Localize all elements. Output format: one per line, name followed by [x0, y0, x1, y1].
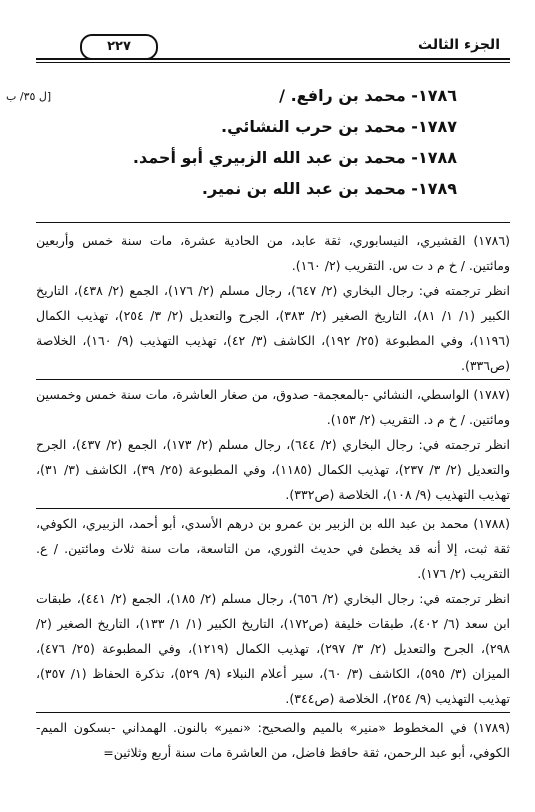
footnote-1787-refs: انظر ترجمته في: رجال البخاري (٢/ ٦٤٤)، رجال مسلم (٢/ ١٧٣)، الجمع (٢/ ٤٣٧)، الجرح والتعديل (٢/ ٣/ ٢٣٧)، تهذيب الكمال (١١٨٥)، وفي المطبوعة (٢٥/ ٣٩)، الكاشف (٣/ ٣١)، تهذيب التهذيب (٩/ ١٠٨)، الخلاصة (ص٣٣٢). — [36, 437, 511, 502]
manuscript-folio-note: [ل ٣٥/ ب — [6, 90, 52, 103]
footnote-separator — [36, 712, 510, 713]
page-header — [36, 34, 510, 60]
entry-1788: ١٧٨٨- محمد بن عبد الله الزبيري أبو أحمد. — [132, 148, 457, 167]
entry-1789: ١٧٨٩- محمد بن عبد الله بن نمير. — [201, 179, 457, 198]
volume-title: الجزء الثالث — [418, 37, 500, 53]
footnote-1787-bio: (١٧٨٧) الواسطي، النشائي -بالمعجمة- صدوق، من صغار العاشرة، مات سنة خمس وخمسين ومائتين. / خ م د. التقريب (٢/ ١٥٣). — [36, 387, 510, 427]
footnote-separator — [36, 508, 510, 509]
footnote-1789-bio: (١٧٨٩) في المخطوط «منير» بالميم والصحيح: «نمير» بالنون. الهمداني -بسكون الميم- الكوفي، أبو عبد الرحمن، ثقة حافظ فاضل، من العاشرة مات سنة أربع وثلاثين= — [36, 720, 510, 760]
footnote-divider — [36, 222, 510, 223]
header-rule — [36, 58, 510, 60]
footnote-1786-refs: انظر ترجمته في: رجال البخاري (٢/ ٦٤٧)، رجال مسلم (٢/ ١٧٦)، الجمع (٢/ ٤٣٨)، التاريخ الكبير (١/ ١/ ٨١)، التاريخ الصغير (٢/ ٣٨٣)، الجرح والتعديل (٢/ ٣/ ٢٥٤)، تهذيب الكمال (١١٩٦)، وفي المطبوعة (٢٥/ ١٩٢)، الكاشف (٣/ ٤٢)، تهذيب التهذيب (٩/ ١٦٠)، الخلاصة (ص٣٣٦). — [36, 283, 511, 373]
entry-1787: ١٧٨٧- محمد بن حرب النشائي. — [221, 117, 457, 136]
page-number: ٢٢٧ — [80, 34, 158, 60]
entry-1786: ١٧٨٦- محمد بن رافع. / — [279, 86, 457, 105]
header-rule-thin — [36, 62, 510, 63]
footnote-separator — [36, 379, 510, 380]
footnote-1786-bio: (١٧٨٦) القشيري، النيسابوري، ثقة عابد، من الحادية عشرة، مات سنة خمس وأربعين ومائتين. / خ م د ت س. التقريب (٢/ ١٦٠). — [36, 233, 510, 273]
footnote-1788-bio: (١٧٨٨) محمد بن عبد الله بن الزبير بن عمرو بن درهم الأسدي، أبو أحمد، الزبيري، الكوفي، ثقة ثبت، إلا أنه قد يخطئ في حديث الثوري، من التاسعة، مات سنة ثلاث ومائتين. / ع. التقريب (٢/ ١٧٦). — [36, 516, 510, 581]
footnotes — [36, 228, 510, 765]
main-entries — [77, 80, 457, 204]
footnote-1788-refs: انظر ترجمته في: رجال البخاري (٢/ ٦٥٦)، رجال مسلم (٢/ ١٨٥)، الجمع (٢/ ٤٤١)، طبقات ابن سعد (٦/ ٤٠٢)، طبقات خليفة (ص١٧٢)، التاريخ الكبير (١/ ١/ ١٣٣)، التاريخ الصغير (٢/ ٢٩٨)، الجرح والتعديل (٢/ ٣/ ٢٩٧)، تهذيب الكمال (١٢١٩)، وفي المطبوعة (٢٥/ ٤٧٦)، الميزان (٣/ ٥٩٥)، الكاشف (٣/ ٦٠)، سير أعلام النبلاء (٩/ ٥٢٩)، تذكرة الحفاظ (١/ ٣٥٧)، تهذيب التهذيب (٩/ ٢٥٤)، الخلاصة (ص٣٤٤). — [36, 591, 511, 706]
